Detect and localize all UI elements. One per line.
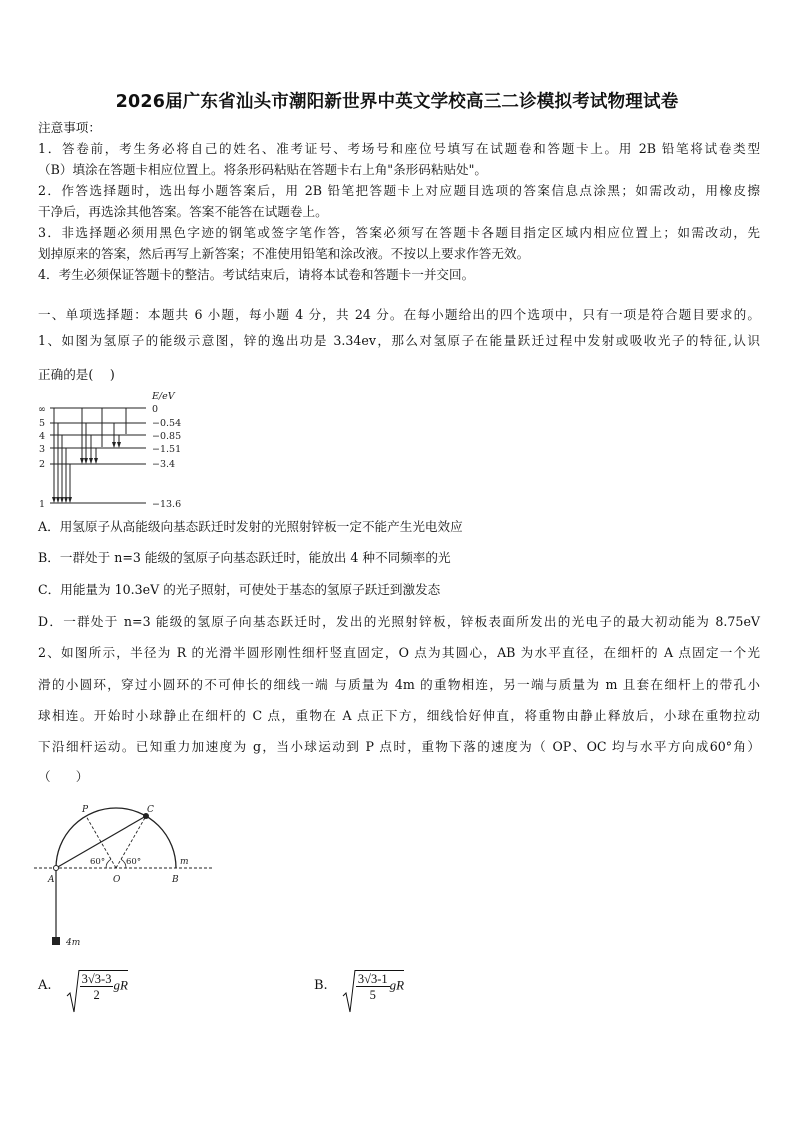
q1-option-c: C．用能量为 10.3eV 的光子照射，可使处于基态的氢原子跃迁到激发态 <box>38 582 441 597</box>
q2-paren: （ ） <box>38 769 89 784</box>
q1-stem-line-2: 正确的是( ) <box>38 367 115 382</box>
level-n-1: 1 <box>39 499 46 510</box>
q2-stem-line-3: 球相连。开始时小球静止在细杆的 C 点，重物在 A 点正下方，细线恰好伸直，将重物由静止释放后，小球在重物拉动 <box>38 708 760 723</box>
label-4m: 4m <box>66 938 81 948</box>
axis-label: E/eV <box>152 391 175 402</box>
level-e-4: −0.85 <box>152 431 182 442</box>
weight-block <box>52 937 60 945</box>
angle-left-label: 60° <box>90 857 106 867</box>
page-title: 2026届广东省汕头市潮阳新世界中英文学校高三二诊模拟考试物理试卷 <box>115 92 679 112</box>
notes-heading: 注意事项： <box>38 120 101 135</box>
q2-option-b-denominator: 5 <box>369 988 376 1002</box>
ring-a <box>54 866 59 871</box>
label-o: O <box>113 875 121 885</box>
level-e-1: −13.6 <box>152 499 182 510</box>
level-n-inf: ∞ <box>38 404 46 415</box>
q2-option-b-numerator: 3√3-1 <box>357 972 388 986</box>
notes-line-5: 3．非选择题必须用黑色字迹的钢笔或签字笔作答，答案必须写在答题卡各题目指定区域内相应位置上；如需改动，先 <box>38 225 760 240</box>
radical-icon <box>342 968 356 1014</box>
level-e-2: −3.4 <box>152 459 176 470</box>
q2-option-a-numerator: 3√3-3 <box>81 972 112 986</box>
q2-option-a-denominator: 2 <box>93 988 100 1002</box>
label-a: A <box>48 875 55 885</box>
q2-option-b-sqrt <box>342 968 404 1003</box>
semicircle-rod <box>56 808 176 868</box>
angle-right-label: 60° <box>126 857 142 867</box>
level-n-4: 4 <box>39 431 46 442</box>
notes-line-7: 4．考生必须保证答题卡的整洁。考试结束后，请将本试卷和答题卡一并交回。 <box>38 267 475 282</box>
level-n-5: 5 <box>39 418 46 429</box>
radical-icon <box>66 968 80 1014</box>
level-n-2: 2 <box>39 459 46 470</box>
q2-stem-line-4: 下沿细杆运动。已知重力加速度为 g，当小球运动到 P 点时，重物下落的速度为（ OP、OC 均与水平方向成60°角） <box>38 739 760 754</box>
q2-stem-line-2: 滑的小圆环，穿过小圆环的不可伸长的细线一端 与质量为 4m 的重物相连，另一端与质量为 m 且套在细杆上的带孔小 <box>38 677 760 692</box>
q2-option-a-letter: A. <box>38 978 52 993</box>
q2-option-a-tail: gR <box>113 977 128 993</box>
level-e-5: −0.54 <box>152 418 182 429</box>
q2-option-b-letter: B. <box>314 978 328 993</box>
q1-option-b: B．一群处于 n=3 能级的氢原子向基态跃迁时，能放出 4 种不同频率的光 <box>38 550 451 565</box>
semicircle-diagram <box>34 800 224 955</box>
q1-option-a: A．用氢原子从高能级向基态跃迁时发射的光照射锌板一定不能产生光电效应 <box>38 519 463 534</box>
q1-stem-line-1: 1、如图为氢原子的能级示意图，锌的逸出功是 3.34ev，那么对氢原子在能量跃迁过程中发射或吸收光子的特征,认识 <box>38 333 760 348</box>
level-e-inf: 0 <box>152 404 159 415</box>
level-n-3: 3 <box>39 444 46 455</box>
label-c: C <box>147 805 154 815</box>
q1-option-d: D．一群处于 n=3 能级的氢原子向基态跃迁时，发出的光照射锌板，锌板表面所发出的光电子的最大初动能为 8.75eV <box>38 614 760 629</box>
notes-line-3: 2．作答选择题时，选出每小题答案后，用 2B 铅笔把答题卡上对应题目选项的答案信息点涂黑；如需改动，用橡皮擦 <box>38 183 760 198</box>
notes-line-1: 1．答卷前，考生务必将自己的姓名、准考证号、考场号和座位号填写在试题卷和答题卡上。用 2B 铅笔将试卷类型 <box>38 141 760 156</box>
q2-option-b-tail: gR <box>389 977 405 993</box>
section-heading: 一、单项选择题：本题共 6 小题，每小题 4 分，共 24 分。在每小题给出的四个选项中，只有一项是符合题目要求的。 <box>38 307 760 322</box>
notes-line-2: （B）填涂在答题卡相应位置上。将条形码粘贴在答题卡右上角"条形码粘贴处"。 <box>38 162 488 177</box>
notes-line-4: 干净后，再选涂其他答案。答案不能答在试题卷上。 <box>38 204 328 219</box>
q2-stem-line-1: 2、如图所示，半径为 R 的光滑半圆形刚性细杆竖直固定，O 点为其圆心，AB 为水平直径，在细杆的 A 点固定一个光 <box>38 645 760 660</box>
label-p: P <box>82 805 89 815</box>
notes-line-6: 划掉原来的答案，然后再写上新答案；不准使用铅笔和涂改液。不按以上要求作答无效。 <box>38 246 530 261</box>
q2-option-a <box>38 968 128 1003</box>
label-m: m <box>180 857 189 867</box>
q2-option-b <box>314 968 404 1003</box>
level-e-3: −1.51 <box>152 444 182 455</box>
label-b: B <box>172 875 179 885</box>
q2-option-a-sqrt <box>66 968 128 1003</box>
energy-level-diagram <box>34 385 204 515</box>
